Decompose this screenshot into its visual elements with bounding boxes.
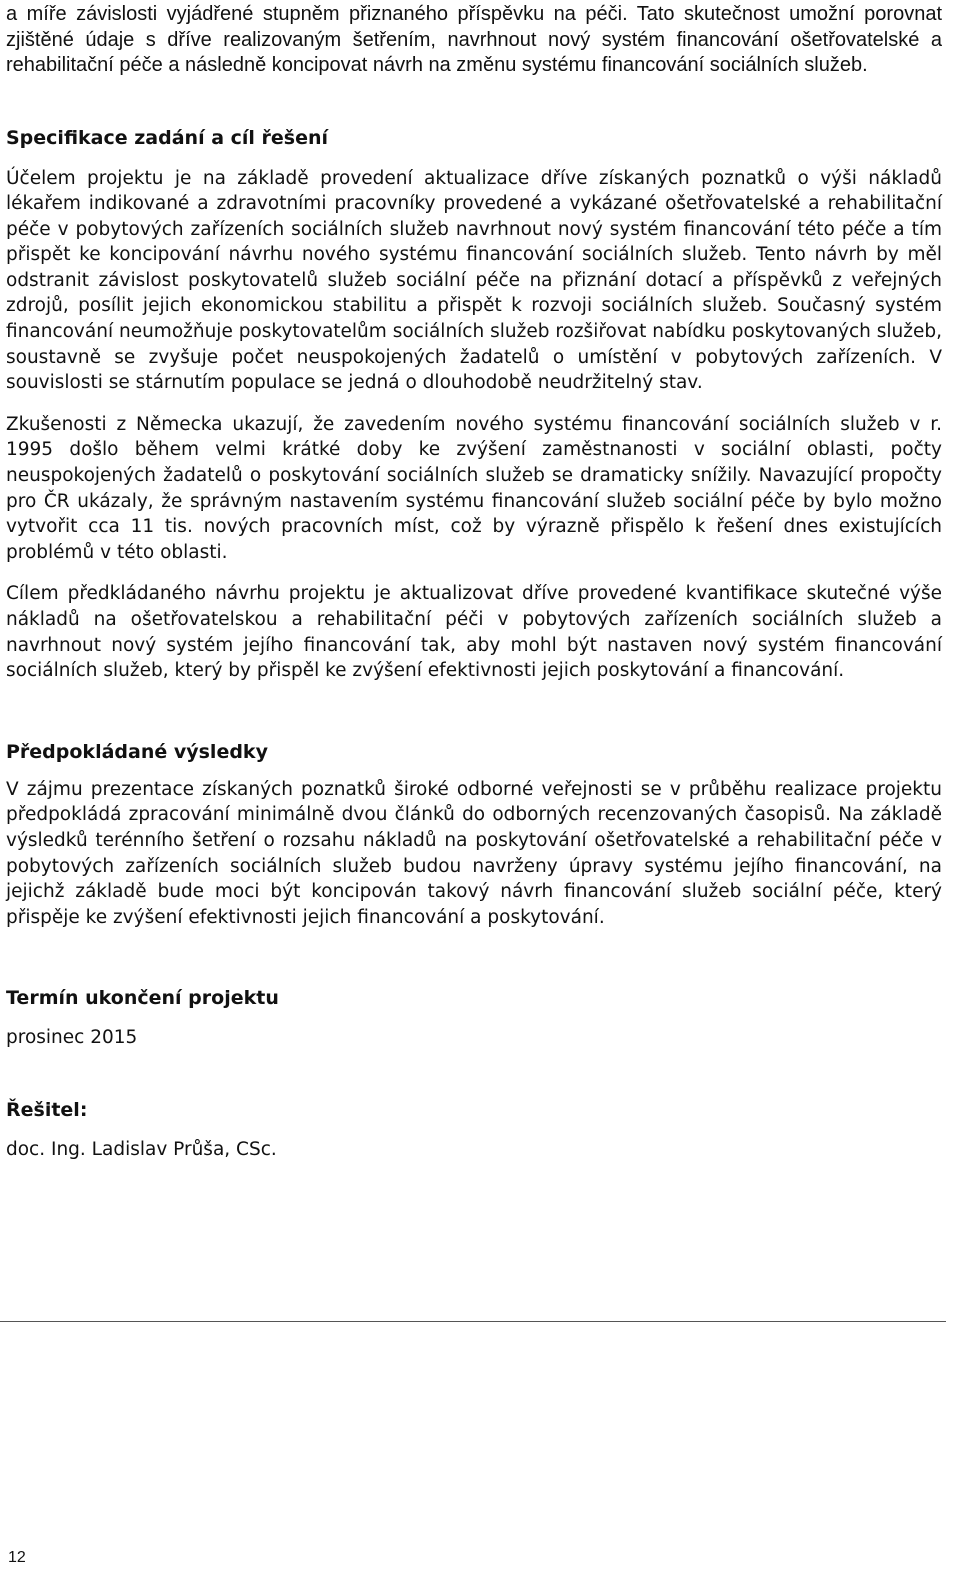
section-heading-solver: Řešitel:	[6, 1099, 88, 1122]
section-heading-specification: Specifikace zadání a cíl řešení	[6, 126, 329, 149]
solver-name: doc. Ing. Ladislav Průša, CSc.	[6, 1139, 277, 1161]
intro-paragraph: a míře závislosti vyjádřené stupněm přiznaného příspěvku na péči. Tato skutečnost umožní porovnat zjištěné údaje s dříve realizovaným šetřením, navrhnout nový systém financování ošetřovatelské a rehabilitační péče a následně koncipovat návrh na změnu systému financování sociálních služeb.	[6, 3, 942, 76]
specification-paragraph: Účelem projektu je na základě provedení aktualizace dříve získaných poznatků o výši nákladů lékařem indikované a zdravotními pracovníky provedené a vykázané ošetřovatelské a rehabilitační péče v pobytových zařízeních sociálních služeb navrhnout nový systém financování této péče a tím přispět ke koncipování návrhu nového systému financování sociálních služeb. Tento návrh by měl odstranit závislost poskytovatelů služeb sociální péče na přiznání dotací a příspěvků z veřejných zdrojů, posílit jejich ekonomickou stabilitu a přispět k rozvoji sociálních služeb. Současný systém financování neumožňuje poskytovatelům sociálních služeb rozšiřovat nabídku poskytovaných služeb, soustavně se zvyšuje počet neuspokojených žadatelů o umístění v pobytových zařízeních. V souvislosti se stárnutím populace se jedná o dlouhodobě neudržitelný stav.	[6, 167, 942, 394]
results-paragraph: V zájmu prezentace získaných poznatků široké odborné veřejnosti se v průběhu realizace projektu předpokládá zpracování minimálně dvou článků do odborných recenzovaných časopisů. Na základě výsledků terénního šetření o rozsahu nákladů na poskytování ošetřovatelské a rehabilitační péče v pobytových zařízeních sociálních služeb budou navrženy úpravy systému jejího financování, na jejichž základě bude moci být koncipován takový návrh financování služeb sociální péče, který přispěje ke zvýšení efektivnosti jejich financování a poskytování.	[6, 778, 942, 928]
footer-divider	[0, 1321, 946, 1322]
specification-paragraph: Zkušenosti z Německa ukazují, že zavedením nového systému financování sociálních služeb v r. 1995 došlo během velmi krátké doby ke zvýšení zaměstnanosti v sociální oblasti, počty neuspokojených žadatelů o poskytování sociálních služeb se dramaticky snížily. Navazující propočty pro ČR ukázaly, že správným nastavením systému financování služeb sociální péče by bylo možno vytvořit cca 11 tis. nových pracovních míst, což by výrazně přispělo k řešení dnes existujících problémů v této oblasti.	[6, 413, 942, 563]
section-heading-results: Předpokládané výsledky	[6, 740, 268, 763]
specification-paragraph: Cílem předkládaného návrhu projektu je aktualizovat dříve provedené kvantifikace skutečné výše nákladů na ošetřovatelskou a rehabilitační péči v pobytových zařízeních sociálních služeb a navrhnout nový systém jejího financování tak, aby mohl být nastaven nový systém financování sociálních služeb, který by přispěl ke zvýšení efektivnosti jejich poskytování a financování.	[6, 583, 942, 682]
term-value: prosinec 2015	[6, 1027, 138, 1049]
page-number: 12	[8, 1549, 26, 1566]
section-heading-term: Termín ukončení projektu	[6, 987, 279, 1010]
document-page	[6, 0, 942, 1162]
